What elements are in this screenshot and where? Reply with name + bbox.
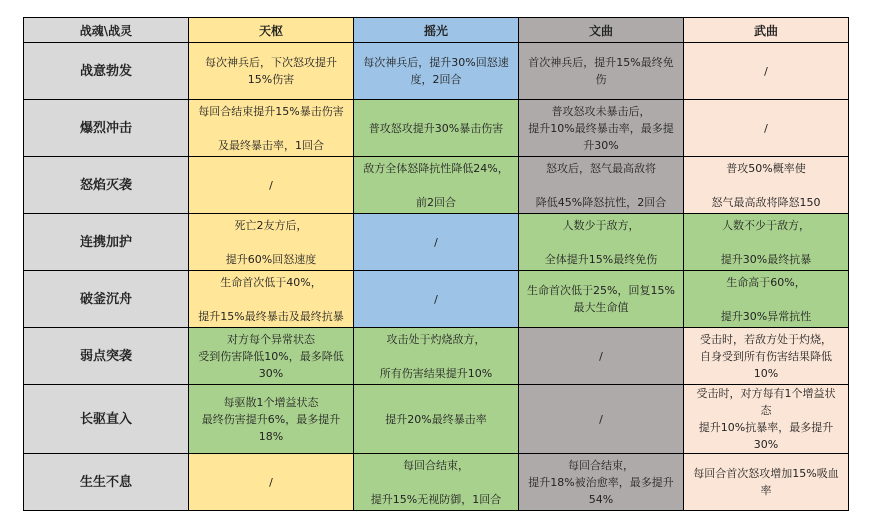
cell-text: 人数少于敌方， 全体提升15%最终免伤 xyxy=(544,218,658,266)
table-cell xyxy=(354,328,519,385)
table-row xyxy=(24,157,849,214)
cell-text: 对方每个异常状态 受到伤害降低10%，最多降低 30% xyxy=(198,332,344,380)
skill-table-wrapper xyxy=(23,17,849,511)
table-cell xyxy=(519,157,684,214)
table-cell xyxy=(189,271,354,328)
cell-text: 受击时，对方每有1个增益状 态 提升10%抗暴率，最多提升 30% xyxy=(696,387,836,451)
corner-header: 战魂\战灵 xyxy=(24,18,189,43)
cell-text: / xyxy=(269,475,273,489)
table-cell xyxy=(189,214,354,271)
row-header: 破釜沉舟 xyxy=(24,271,189,328)
cell-text: 首次神兵后，提升15%最终免 伤 xyxy=(528,56,674,86)
table-row xyxy=(24,214,849,271)
table-cell xyxy=(354,454,519,511)
table-cell xyxy=(354,385,519,454)
table-cell xyxy=(354,157,519,214)
column-header-wenqu: 文曲 xyxy=(519,18,684,43)
table-cell xyxy=(354,100,519,157)
table-row xyxy=(24,271,849,328)
table-row xyxy=(24,454,849,511)
cell-text: 每回合首次怒攻增加15%吸血 率 xyxy=(693,467,839,497)
cell-text: / xyxy=(599,349,603,363)
cell-text: / xyxy=(599,412,603,426)
cell-text: 生命高于60%， 提升30%异常抗性 xyxy=(720,275,812,323)
table-cell xyxy=(519,43,684,100)
table-cell xyxy=(519,328,684,385)
cell-text: 生命首次低于25%，回复15% 最大生命值 xyxy=(527,284,675,314)
cell-text: 提升20%最终暴击率 xyxy=(385,412,487,426)
cell-text: 普攻怒攻提升30%暴击伤害 xyxy=(368,121,504,135)
cell-text: 攻击处于灼烧敌方， 所有伤害结果提升10% xyxy=(379,332,493,380)
cell-text: 每回合结束， 提升18%被治愈率，最多提升 54% xyxy=(528,458,674,506)
cell-text: 普攻50%概率使 怒气最高敌将降怒150 xyxy=(711,161,821,209)
table-cell xyxy=(684,214,849,271)
cell-text: 生命首次低于40%， 提升15%最终暴击及最终抗暴 xyxy=(198,275,344,323)
cell-text: / xyxy=(764,64,768,78)
cell-text: 人数不少于敌方， 提升30%最终抗暴 xyxy=(720,218,812,266)
cell-text: 敌方全体怒降抗性降低24%， 前2回合 xyxy=(363,161,509,209)
cell-text: / xyxy=(764,121,768,135)
row-header: 生生不息 xyxy=(24,454,189,511)
table-cell xyxy=(189,157,354,214)
table-cell xyxy=(684,100,849,157)
table-cell xyxy=(684,454,849,511)
cell-text: 受击时，若敌方处于灼烧， 自身受到所有伤害结果降低 10% xyxy=(700,332,832,380)
cell-text: / xyxy=(269,178,273,192)
table-cell xyxy=(519,271,684,328)
table-cell xyxy=(519,214,684,271)
header-row xyxy=(24,18,849,43)
row-header: 弱点突袭 xyxy=(24,328,189,385)
cell-text: 每回合结束， 提升15%无视防御，1回合 xyxy=(370,458,502,506)
row-header: 爆烈冲击 xyxy=(24,100,189,157)
table-cell xyxy=(189,100,354,157)
table-cell xyxy=(684,385,849,454)
cell-text: 每次神兵后，提升30%回怒速 度，2回合 xyxy=(363,56,509,86)
table-row xyxy=(24,43,849,100)
row-header: 长驱直入 xyxy=(24,385,189,454)
cell-text: 怒攻后，怒气最高敌将 降低45%降怒抗性，2回合 xyxy=(535,161,667,209)
cell-text: 每回合结束提升15%暴击伤害 及最终暴击率，1回合 xyxy=(198,104,344,152)
table-cell xyxy=(519,100,684,157)
table-cell xyxy=(519,385,684,454)
cell-text: 普攻怒攻未暴击后， 提升10%最终暴击率，最多提 升30% xyxy=(528,104,674,152)
table-row xyxy=(24,100,849,157)
table-cell xyxy=(684,271,849,328)
table-cell xyxy=(189,385,354,454)
row-header: 连携加护 xyxy=(24,214,189,271)
cell-text: / xyxy=(434,235,438,249)
table-cell xyxy=(189,328,354,385)
table-cell xyxy=(684,43,849,100)
row-header: 战意勃发 xyxy=(24,43,189,100)
table-body xyxy=(24,43,849,511)
column-header-yaoguang: 摇光 xyxy=(354,18,519,43)
table-cell xyxy=(684,328,849,385)
cell-text: / xyxy=(434,292,438,306)
table-cell xyxy=(189,43,354,100)
column-header-tianshu: 天枢 xyxy=(189,18,354,43)
table-cell xyxy=(684,157,849,214)
row-header: 怒焰灭袭 xyxy=(24,157,189,214)
cell-text: 死亡2友方后， 提升60%回怒速度 xyxy=(225,218,317,266)
cell-text: 每次神兵后，下次怒攻提升 15%伤害 xyxy=(205,56,337,86)
table-row xyxy=(24,328,849,385)
table-cell xyxy=(189,454,354,511)
table-cell xyxy=(519,454,684,511)
skill-table xyxy=(23,17,849,511)
cell-text: 每驱散1个增益状态 最终伤害提升6%，最多提升 18% xyxy=(201,395,341,443)
table-cell xyxy=(354,214,519,271)
table-row xyxy=(24,385,849,454)
column-header-wuqu: 武曲 xyxy=(684,18,849,43)
table-cell xyxy=(354,271,519,328)
table-cell xyxy=(354,43,519,100)
